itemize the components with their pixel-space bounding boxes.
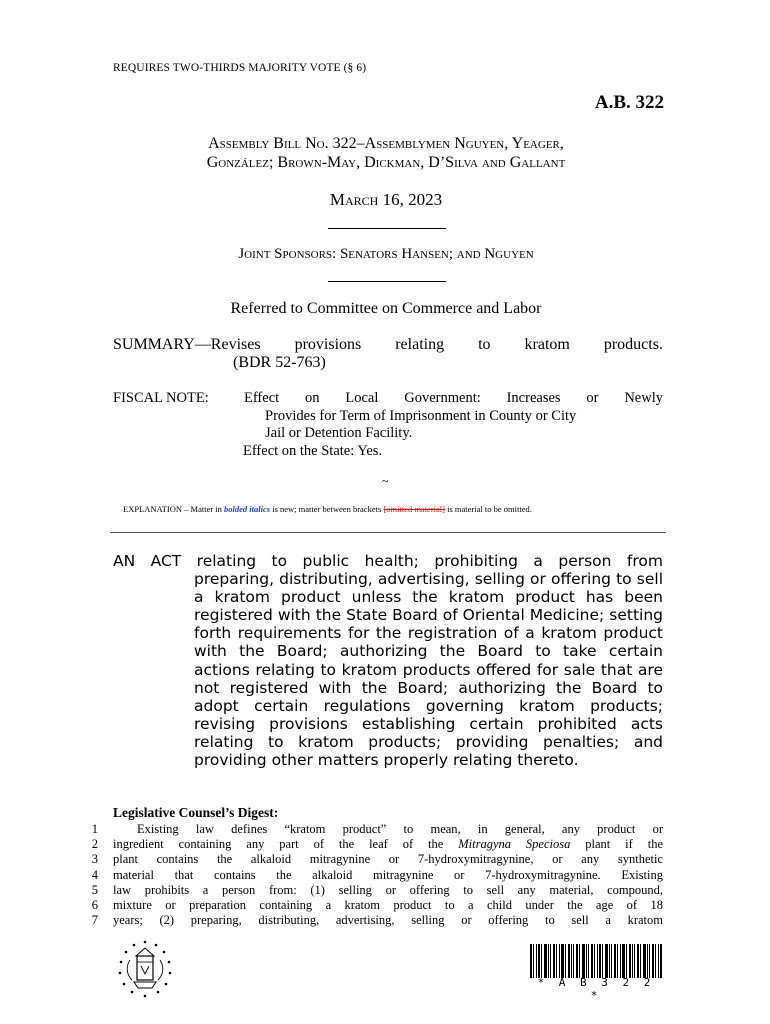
summary-word: provisions	[294, 336, 362, 353]
fiscal-note-label: FISCAL NOTE:	[113, 390, 209, 406]
fiscal-note-line: Effect on the State: Yes.	[243, 442, 383, 459]
explanation-bolded: bolded italics	[224, 504, 271, 514]
bill-title-line-1: Assembly Bill No. 322–Assemblymen Nguyen, Yeager,	[208, 135, 564, 152]
barcode-icon	[530, 944, 662, 978]
line-number: 7	[91, 913, 98, 928]
vote-requirement: REQUIRES TWO-THIRDS MAJORITY VOTE (§ 6)	[113, 62, 367, 74]
digest-text: ingredient containing any part of the leaf of the	[113, 837, 444, 852]
section-divider	[110, 532, 666, 533]
digest-line: mixture or preparation containing a kratom product to a child under the age of 18	[113, 898, 663, 913]
explanation-middle: is new; matter between brackets	[272, 504, 382, 514]
digest-line	[113, 837, 663, 852]
explanation	[123, 504, 532, 514]
digest-title: Legislative Counsel’s Digest:	[113, 805, 279, 820]
fiscal-note-line: Jail or Detention Facility.	[265, 425, 413, 441]
summary-label: SUMMARY—Revises	[113, 336, 261, 353]
line-number: 1	[91, 822, 98, 836]
divider	[328, 228, 446, 229]
fiscal-note	[113, 390, 663, 460]
line-number: 6	[91, 898, 98, 913]
digest-text: plant if the	[585, 837, 664, 852]
act-first-line: AN ACT relating to public health; prohibiting a person from	[113, 552, 663, 570]
summary	[113, 336, 663, 372]
explanation-suffix: is material to be omitted.	[447, 504, 532, 514]
divider	[328, 281, 446, 282]
summary-word: products.	[603, 336, 663, 353]
line-numbers	[86, 822, 98, 928]
joint-sponsors: Joint Sponsors: Senators Hansen; and Nguyen	[238, 246, 534, 262]
tilde-separator: ~	[382, 474, 389, 488]
act-body: preparing, distributing, advertising, selling or offering to sell a kratom product unless the kratom product has been registered with the State Board of Oriental Medicine; setting forth requirements for the registration of a kratom product with the Board; authorizing the Board to take certain actions relating to kratom products offered for sale that are not registered with the Board; authorizing the Board to adopt certain regulations governing kratom products; revising provisions establishing certain prohibited acts relating to kratom products; providing penalties; and providing other matters properly relating thereto.	[194, 570, 663, 770]
barcode-text: * A B 3 2 2 *	[537, 976, 655, 1002]
bill-title-line-2: González; Brown-May, Dickman, D’Silva and Gallant	[206, 154, 566, 171]
act-title	[113, 552, 663, 769]
digest-line: material that contains the alkaloid mitragynine or 7-hydroxymitragynine. Existing	[113, 867, 663, 882]
bill-number: A.B. 322	[594, 92, 664, 113]
digest-line: law prohibits a person from: (1) selling or offering to sell any material, compound,	[113, 882, 663, 897]
line-number: 5	[91, 882, 98, 897]
bill-date: March 16, 2023	[329, 190, 443, 209]
summary-word: to	[478, 336, 491, 353]
state-seal-icon	[112, 936, 178, 1002]
fiscal-note-line: Effect on Local Government: Increases or Newly	[244, 390, 663, 406]
bdr-number: (BDR 52-763)	[233, 354, 326, 371]
digest-line: years; (2) preparing, distributing, advertising, selling or offering to sell a kratom	[113, 913, 663, 928]
summary-word: relating	[395, 336, 445, 353]
line-number: 4	[91, 867, 98, 882]
committee-referral: Referred to Committee on Commerce and Labor	[230, 300, 542, 317]
species-name: Mitragyna Speciosa	[458, 837, 571, 852]
line-number: 3	[91, 852, 98, 867]
fiscal-note-line: Provides for Term of Imprisonment in County or City	[265, 407, 577, 424]
explanation-prefix: EXPLANATION – Matter in	[123, 504, 222, 514]
explanation-omitted: [omitted material]	[383, 504, 445, 514]
line-number: 2	[91, 837, 98, 852]
digest-line: Existing law defines “kratom product” to mean, in general, any product or	[137, 822, 663, 836]
summary-word: kratom	[524, 336, 570, 353]
digest-body	[113, 822, 663, 928]
digest-line: plant contains the alkaloid mitragynine or 7-hydroxymitragynine, or any synthetic	[113, 852, 663, 867]
